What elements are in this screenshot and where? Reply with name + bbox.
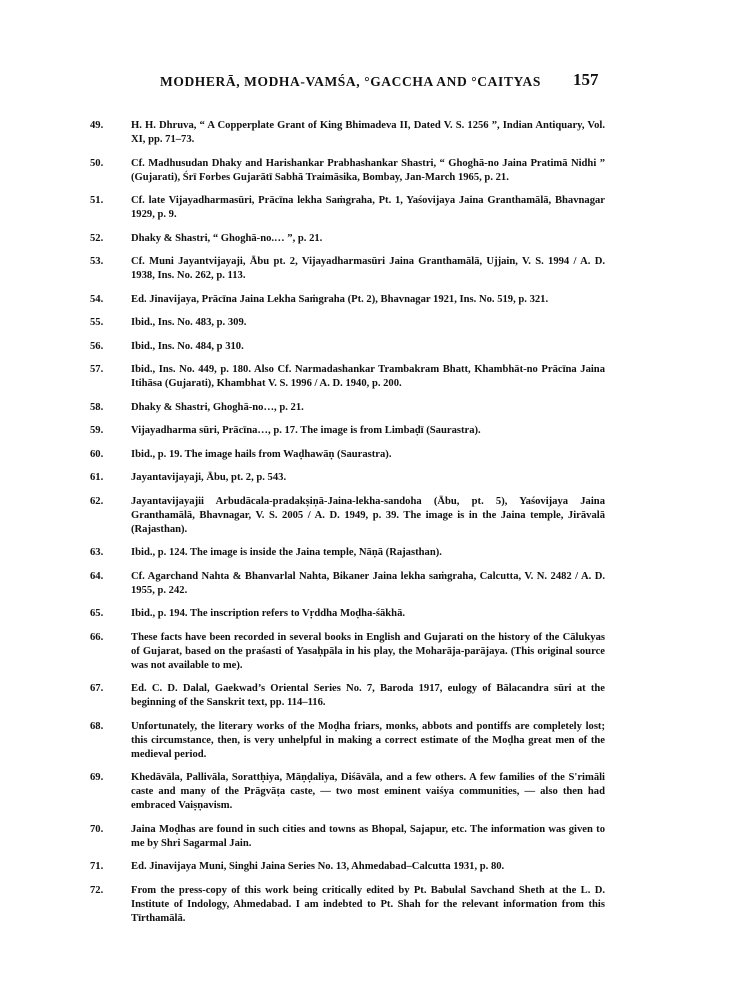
endnote-text: Ed. Jinavijaya, Prācīna Jaina Lekha Saṁgraha (Pt. 2), Bhavnagar 1921, Ins. No. 519, p. 321. bbox=[131, 293, 549, 305]
endnote-number: 69. bbox=[90, 772, 104, 783]
endnote bbox=[90, 607, 605, 621]
endnote-text: Khedāvāla, Pallivāla, Sorattḥiya, Māṇḍaliya, Diśāvāla, and a few others. A few families of the S'rimāli caste and many of the Prāgvāṭa caste, — two most eminent vaiśya communities, — also then had embraced Vaiṣṇavism. bbox=[131, 772, 605, 811]
endnote bbox=[90, 682, 605, 710]
endnote bbox=[90, 255, 605, 283]
endnote-text: Jaina Moḍhas are found in such cities and towns as Bhopal, Sajapur, etc. The information was given to me by Shri Sagarmal Jain. bbox=[131, 823, 605, 849]
endnote-text: Cf. Agarchand Nahta & Bhanvarlal Nahta, Bikaner Jaina lekha saṁgraha, Calcutta, V. N. 2482 / A. D. 1955, p. 242. bbox=[131, 570, 605, 596]
endnote-text: H. H. Dhruva, “ A Copperplate Grant of King Bhimadeva II, Dated V. S. 1256 ”, Indian Antiquary, Vol. XI, pp. 71–73. bbox=[131, 120, 605, 145]
endnote bbox=[90, 424, 605, 438]
endnote bbox=[90, 570, 605, 598]
endnote-text: Dhaky & Shastri, “ Ghoghā-no.… ”, p. 21. bbox=[131, 232, 323, 244]
running-title: MODHERĀ, MODHA-VAMŚA, °GACCHA AND °CAITYAS bbox=[160, 74, 542, 89]
endnote-text: Unfortunately, the literary works of the Moḍha friars, monks, abbots and pontiffs are completely lost; this circumstance, then, is very unhelpful in making a correct estimate of the Moḍha great men of the medieval period. bbox=[131, 720, 605, 760]
endnote-text: Ibid., p. 194. The inscription refers to Vṛddha Moḍha-śākhā. bbox=[131, 608, 406, 619]
endnotes-list bbox=[90, 119, 605, 935]
endnote bbox=[90, 232, 605, 246]
endnote bbox=[90, 119, 605, 147]
page-number: 157 bbox=[573, 70, 599, 89]
endnote-text: Jayantavijayajii Arbudācala-pradakṣiṇā-Jaina-lekha-sandoha (Ābu, pt. 5), Yaśovijaya Jaina Granthamālā, Bhavnagar, V. S. 2005 / A. D. 1949, p. 39. The image is in the Jaina temple, Jirāvalā (Rajasthan). bbox=[131, 495, 605, 535]
endnote-number: 71. bbox=[90, 861, 104, 872]
endnote-text: Jayantavijayaji, Ābu, pt. 2, p. 543. bbox=[131, 472, 287, 483]
endnote-number: 58. bbox=[90, 401, 104, 413]
endnote-text: Cf. Muni Jayantvijayaji, Ābu pt. 2, Vijayadharmasūri Jaina Granthamālā, Ujjain, V. S. 1994 / A. D. 1938, Ins. No. 262, p. 113. bbox=[131, 256, 605, 281]
endnote-text: Ibid., p. 124. The image is inside the Jaina temple, Nāṇā (Rajasthan). bbox=[131, 547, 442, 558]
endnote-number: 62. bbox=[90, 495, 104, 507]
endnote-number: 70. bbox=[90, 823, 104, 835]
endnote bbox=[90, 860, 605, 874]
endnote bbox=[90, 340, 605, 354]
endnote-text: Ibid., p. 19. The image hails from Waḍhawāṇ (Saurastra). bbox=[131, 448, 392, 460]
endnote-text: Dhaky & Shastri, Ghoghā-no…, p. 21. bbox=[131, 401, 304, 413]
endnote-text: Cf. Madhusudan Dhaky and Harishankar Prabhashankar Shastri, “ Ghoghā-no Jaina Pratimā Nidhi ” (Gujarati), Śrī Forbes Gujarātī Sabhā Traimāsika, Bombay, Jan-March 1965, p. 21. bbox=[131, 157, 605, 183]
endnote-number: 52. bbox=[90, 232, 104, 244]
endnote-text: Ibid., Ins. No. 483, p. 309. bbox=[131, 317, 247, 328]
endnote-text: Vijayadharma sūri, Prācīna…, p. 17. The image is from Limbaḍī (Saurastra). bbox=[131, 425, 481, 436]
endnote bbox=[90, 631, 605, 673]
endnote-number: 64. bbox=[90, 570, 104, 582]
endnote-number: 57. bbox=[90, 364, 104, 375]
endnote-text: Ibid., Ins. No. 449, p. 180. Also Cf. Narmadashankar Trambakram Bhatt, Khambhāt-no Prācīna Jaina Itihāsa (Gujarati), Khambhat V. S. 1996 / A. D. 1940, p. 200. bbox=[131, 364, 605, 389]
endnote bbox=[90, 884, 605, 926]
endnote bbox=[90, 293, 605, 307]
endnote-number: 61. bbox=[90, 472, 104, 483]
endnote-number: 66. bbox=[90, 631, 104, 643]
endnote bbox=[90, 316, 605, 330]
endnote-number: 72. bbox=[90, 884, 104, 896]
endnote-text: Cf. late Vijayadharmasūri, Prācīna lekha Saṁgraha, Pt. 1, Yaśovijaya Jaina Granthamālā, Bhavnagar 1929, p. 9. bbox=[131, 195, 605, 220]
endnote bbox=[90, 157, 605, 185]
endnote-number: 53. bbox=[90, 256, 104, 267]
endnote-number: 63. bbox=[90, 547, 104, 558]
endnote bbox=[90, 471, 605, 485]
endnote bbox=[90, 823, 605, 851]
endnote-text: Ed. C. D. Dalal, Gaekwad’s Oriental Series No. 7, Baroda 1917, eulogy of Bālacandra sūri at the beginning of the Sanskrit text, pp. 114–116. bbox=[131, 683, 605, 708]
endnote-text: These facts have been recorded in several books in English and Gujarati on the history of the Cālukyas of Gujarat, based on the praśasti of Yasaḥpāla in his play, the Moharāja-parājaya. (This original source was not available to me). bbox=[131, 631, 605, 671]
endnote bbox=[90, 363, 605, 391]
endnote bbox=[90, 771, 605, 813]
endnote-number: 65. bbox=[90, 608, 104, 619]
endnote-number: 60. bbox=[90, 448, 104, 460]
endnote-number: 50. bbox=[90, 157, 104, 169]
endnote-number: 55. bbox=[90, 317, 104, 328]
endnote-number: 67. bbox=[90, 683, 104, 694]
endnote-number: 59. bbox=[90, 425, 104, 436]
endnote bbox=[90, 546, 605, 560]
endnote-text: From the press-copy of this work being critically edited by Pt. Babulal Savchand Sheth at the L. D. Institute of Indology, Ahmedabad. I am indebted to Pt. Shah for the relevant information from this Tīrthamālā. bbox=[131, 884, 605, 924]
endnote bbox=[90, 401, 605, 415]
endnote-number: 49. bbox=[90, 120, 104, 131]
endnote bbox=[90, 720, 605, 762]
endnote-text: Ibid., Ins. No. 484, p 310. bbox=[131, 340, 244, 352]
endnote-number: 56. bbox=[90, 340, 104, 352]
endnote-number: 68. bbox=[90, 720, 104, 732]
endnote-number: 51. bbox=[90, 195, 104, 206]
endnote-text: Ed. Jinavijaya Muni, Singhi Jaina Series No. 13, Ahmedabad–Calcutta 1931, p. 80. bbox=[131, 861, 505, 872]
endnote-number: 54. bbox=[90, 293, 104, 305]
endnote bbox=[90, 495, 605, 537]
endnote bbox=[90, 194, 605, 222]
endnote bbox=[90, 448, 605, 462]
